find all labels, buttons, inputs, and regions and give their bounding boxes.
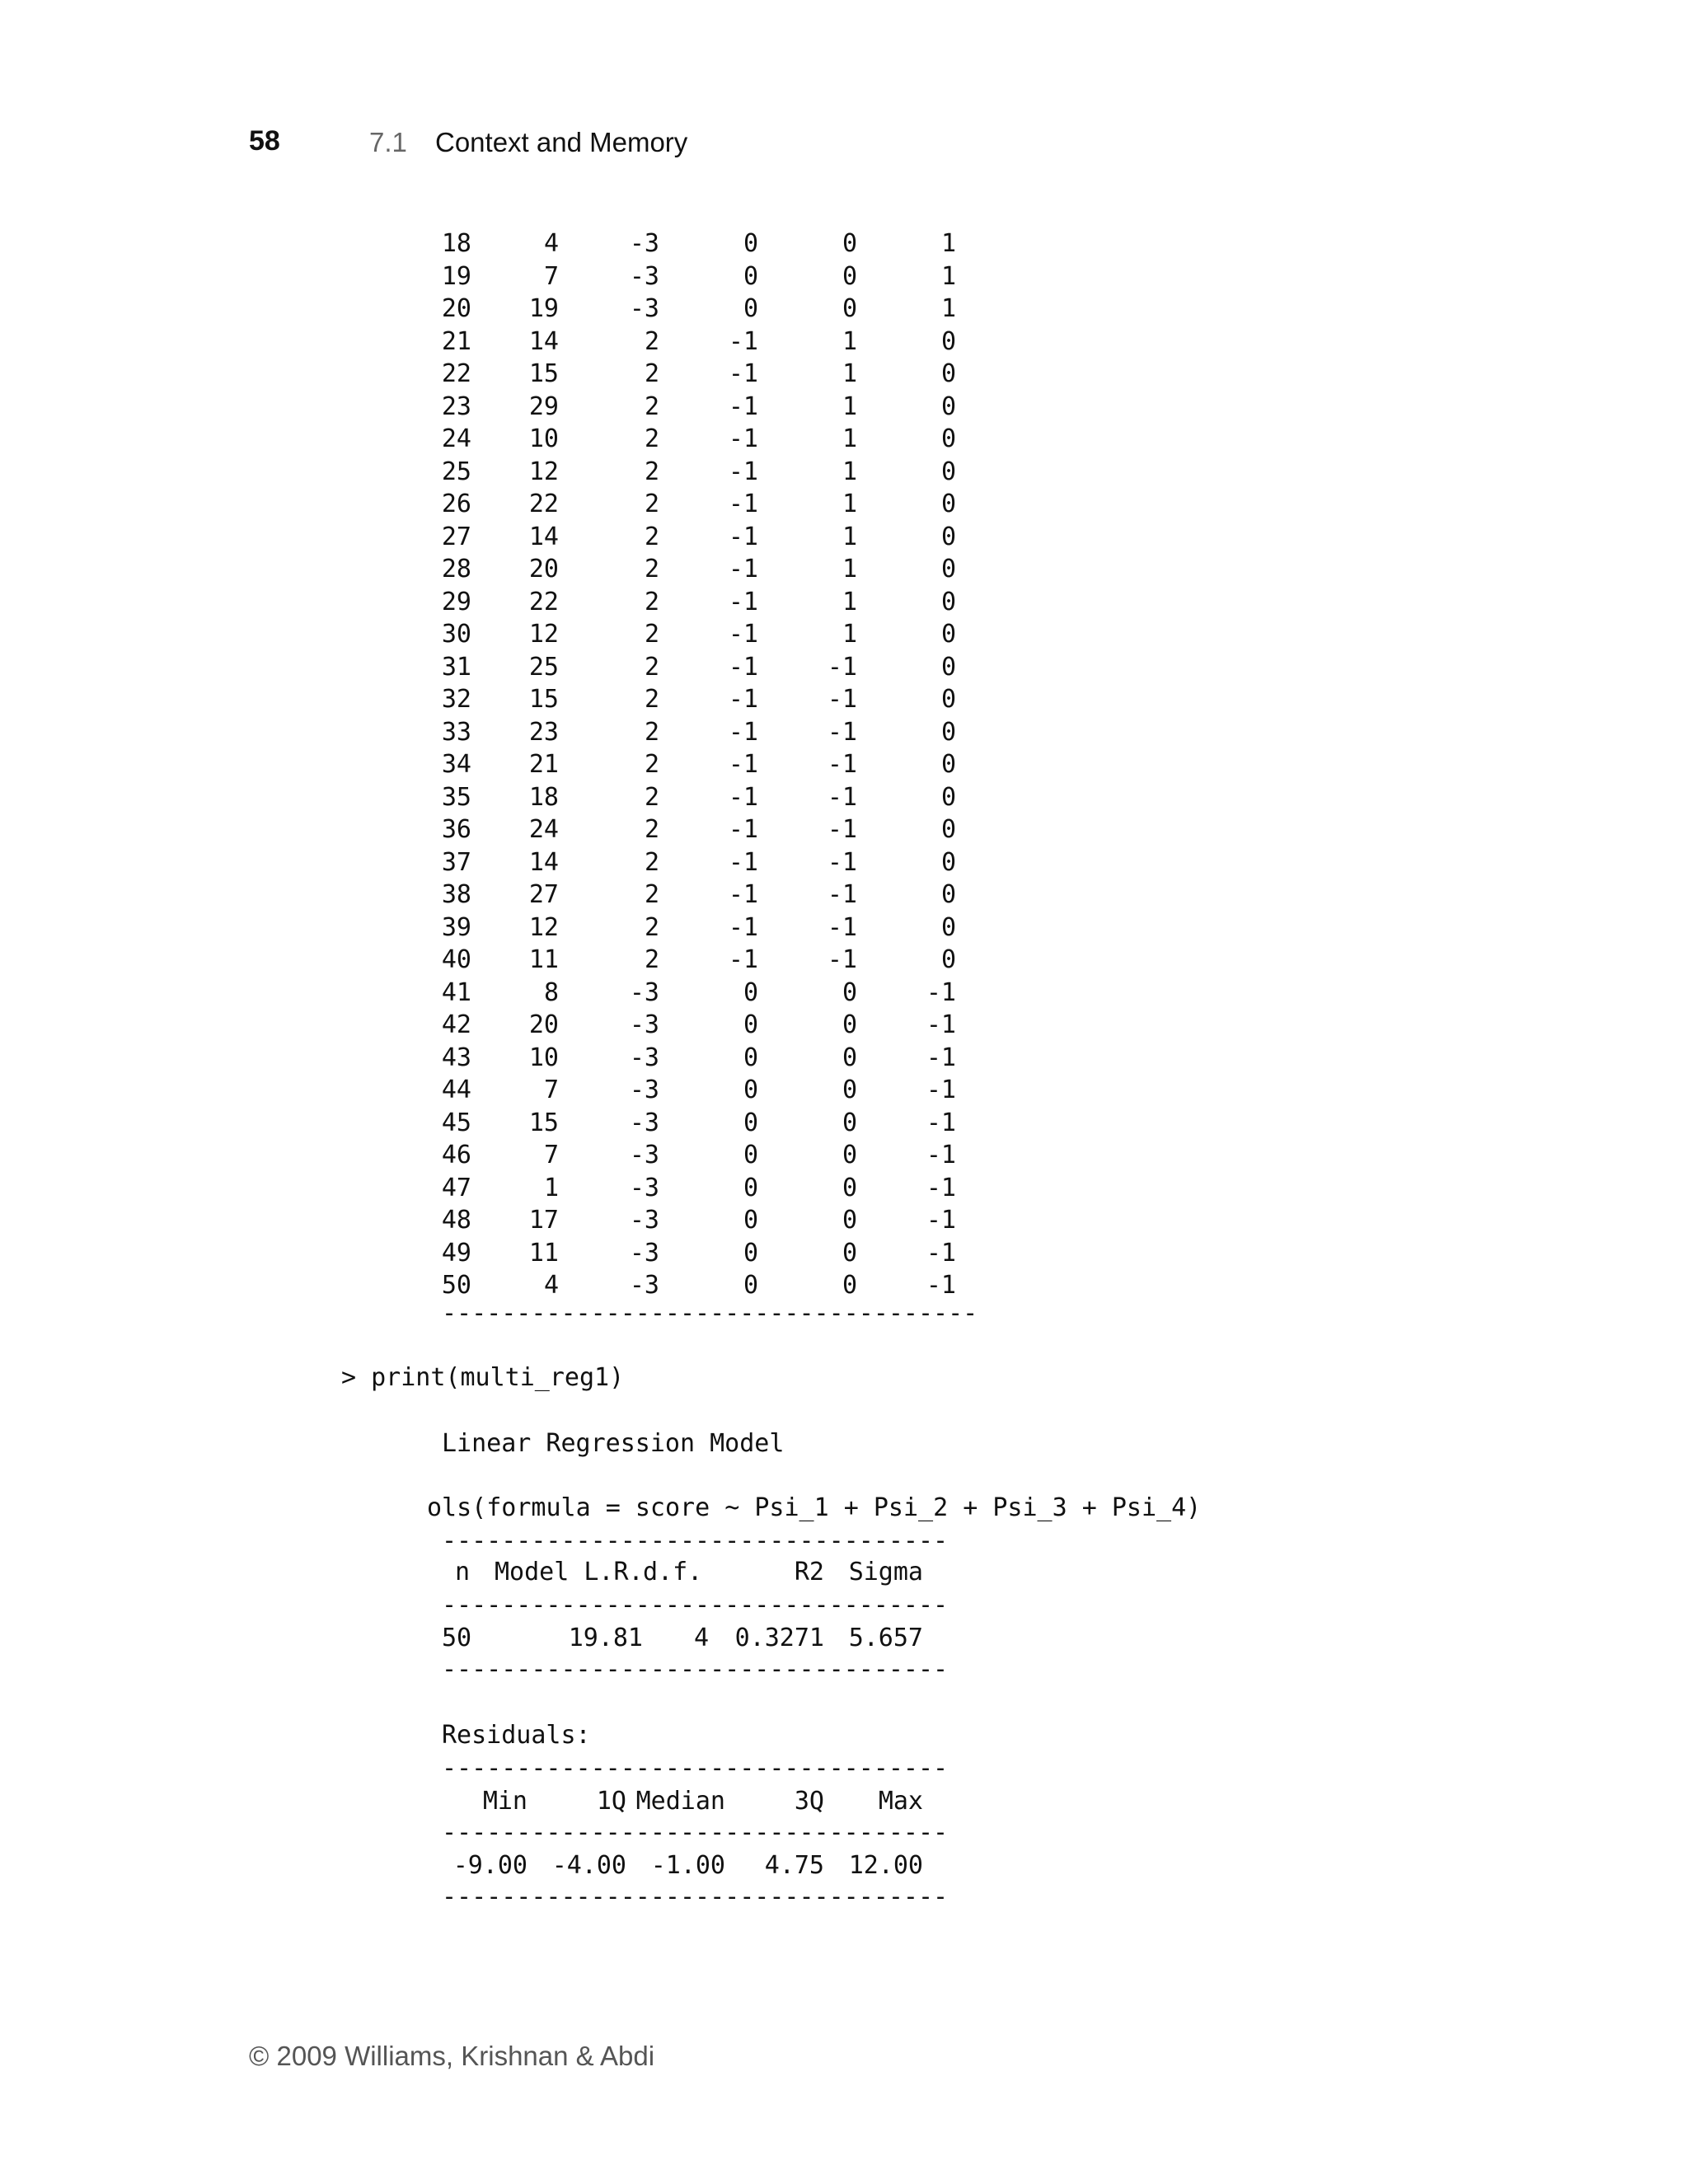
table-cell: 2 (644, 620, 659, 649)
table-cell: -3 (629, 1108, 659, 1137)
table-cell: 20 (441, 294, 471, 323)
table-cell: 0 (842, 261, 857, 291)
table-cell: 34 (441, 750, 471, 779)
stats-header-r2: R2 (794, 1558, 824, 1586)
stats-value-sigma: 5.657 (848, 1624, 923, 1652)
residuals-label: Residuals: (442, 1721, 591, 1750)
table-cell: 0 (940, 652, 956, 682)
stats-value-n: 50 (442, 1624, 472, 1652)
table-cell: 24 (441, 424, 471, 453)
table-cell: -1 (926, 1141, 956, 1169)
residuals-value-median: -1.00 (650, 1851, 725, 1880)
table-cell: 2 (644, 880, 659, 909)
r-command: > print(multi_reg1) (341, 1363, 625, 1392)
table-cell: 22 (441, 359, 471, 388)
section-number: 7.1 (369, 127, 407, 157)
table-cell: -1 (926, 1010, 956, 1039)
table-cell: 11 (528, 945, 559, 974)
table-cell: 45 (441, 1108, 471, 1137)
table-cell: -1 (728, 750, 758, 779)
table-cell: 0 (940, 424, 956, 453)
table-cell: 12 (528, 620, 559, 649)
table-cell: 27 (441, 522, 471, 551)
table-cell: 1 (842, 326, 857, 356)
table-cell: 35 (441, 782, 471, 812)
table-cell: 2 (644, 815, 659, 844)
table-cell: 4 (543, 1271, 559, 1300)
table-cell: 0 (940, 555, 956, 583)
table-cell: -3 (629, 1010, 659, 1039)
table-cell: 0 (743, 1076, 758, 1104)
table-cell: 32 (441, 685, 471, 714)
table-cell: 42 (441, 1010, 471, 1039)
table-cell: 0 (743, 1238, 758, 1268)
table-cell: 0 (842, 1108, 857, 1137)
table-cell: 0 (940, 945, 956, 974)
table-cell: -1 (827, 815, 857, 844)
table-cell: 10 (528, 1043, 559, 1072)
table-cell: 20 (528, 555, 559, 583)
table-cell: -1 (827, 945, 857, 974)
table-cell: 38 (441, 880, 471, 909)
copyright-footer (249, 2041, 654, 2072)
table-cell: 17 (528, 1206, 559, 1235)
table-cell: 2 (644, 490, 659, 518)
table-cell: -1 (827, 717, 857, 747)
table-cell: 25 (528, 652, 559, 682)
table-cell: -3 (629, 1076, 659, 1104)
table-cell: 1 (842, 424, 857, 453)
table-cell: 2 (644, 424, 659, 453)
table-cell: -1 (728, 912, 758, 942)
table-cell: -1 (827, 880, 857, 909)
residuals-header-1q: 1Q (596, 1787, 626, 1816)
table-cell: -1 (728, 782, 758, 812)
table-cell: 2 (644, 782, 659, 812)
table-cell: 50 (441, 1271, 471, 1300)
table-cell: -3 (629, 1141, 659, 1169)
table-cell: 0 (743, 1271, 758, 1300)
table-cell: 1 (842, 457, 857, 486)
table-cell: 0 (940, 685, 956, 714)
table-cell: 1 (842, 391, 857, 421)
table-cell: -1 (728, 847, 758, 877)
table-cell: 2 (644, 359, 659, 388)
table-cell: 29 (441, 587, 471, 616)
table-cell: 48 (441, 1206, 471, 1235)
table-cell: -1 (827, 912, 857, 942)
residuals-rule-top: ---------------------------------- (442, 1754, 949, 1783)
table-bottom-rule: ------------------------------------ (442, 1299, 978, 1328)
table-cell: 0 (940, 717, 956, 747)
table-cell: -1 (728, 620, 758, 649)
table-cell: 2 (644, 750, 659, 779)
table-cell: 0 (940, 620, 956, 649)
table-cell: 14 (528, 326, 559, 356)
residuals-value-3q: 4.75 (764, 1851, 824, 1880)
table-cell: -1 (827, 685, 857, 714)
table-cell: 8 (543, 977, 559, 1007)
table-cell: -1 (728, 424, 758, 453)
residuals-header-3q: 3Q (794, 1787, 824, 1816)
table-cell: 0 (940, 326, 956, 356)
table-cell: 46 (441, 1141, 471, 1169)
table-cell: -1 (827, 750, 857, 779)
table-cell: 1 (842, 522, 857, 551)
table-cell: 7 (543, 261, 559, 291)
table-cell: -3 (629, 294, 659, 323)
table-cell: -1 (926, 1238, 956, 1268)
table-cell: 0 (940, 847, 956, 877)
table-cell: 1 (842, 555, 857, 583)
table-cell: -1 (926, 977, 956, 1007)
table-cell: 0 (940, 522, 956, 551)
table-cell: 11 (528, 1238, 559, 1268)
table-cell: 1 (940, 261, 956, 291)
residuals-value-max: 12.00 (848, 1851, 923, 1880)
table-cell: -1 (827, 847, 857, 877)
stats-header-df: d.f. (643, 1558, 703, 1586)
table-cell: 49 (441, 1238, 471, 1268)
stats-rule-top: ---------------------------------- (442, 1526, 949, 1555)
table-cell: 28 (441, 555, 471, 583)
table-cell: 19 (441, 261, 471, 291)
stats-value-model-lr: 19.81 (568, 1624, 643, 1652)
residuals-rule-middle: ---------------------------------- (442, 1818, 949, 1847)
table-cell: 1 (842, 587, 857, 616)
table-cell: 1 (842, 359, 857, 388)
copyright-text: 2009 Williams, Krishnan & Abdi (276, 2041, 655, 2071)
table-cell: 15 (528, 359, 559, 388)
table-cell: 44 (441, 1076, 471, 1104)
residuals-rule-bottom: ---------------------------------- (442, 1882, 949, 1911)
residuals-value-1q: -4.00 (551, 1851, 626, 1880)
table-cell: 30 (441, 620, 471, 649)
table-cell: 0 (842, 1173, 857, 1202)
table-cell: 0 (940, 587, 956, 616)
stats-header-sigma: Sigma (848, 1558, 923, 1586)
table-cell: 2 (644, 912, 659, 942)
table-cell: 0 (940, 912, 956, 942)
table-cell: -3 (629, 1173, 659, 1202)
table-cell: 7 (543, 1076, 559, 1104)
table-cell: 10 (528, 424, 559, 453)
table-cell: 26 (441, 490, 471, 518)
stats-rule-bottom: ---------------------------------- (442, 1655, 949, 1684)
table-cell: 0 (743, 229, 758, 258)
table-cell: 18 (441, 229, 471, 258)
table-cell: 2 (644, 522, 659, 551)
section-title: Context and Memory (435, 127, 688, 157)
table-cell: 22 (528, 490, 559, 518)
table-cell: 2 (644, 847, 659, 877)
table-cell: 15 (528, 1108, 559, 1137)
table-cell: -1 (827, 782, 857, 812)
table-cell: 2 (644, 717, 659, 747)
table-cell: 0 (743, 1108, 758, 1137)
table-cell: -1 (728, 945, 758, 974)
table-cell: -1 (728, 587, 758, 616)
table-cell: 0 (940, 750, 956, 779)
table-cell: -1 (728, 490, 758, 518)
table-cell: -3 (629, 261, 659, 291)
table-cell: -1 (728, 391, 758, 421)
table-cell: -1 (728, 815, 758, 844)
table-cell: -1 (728, 717, 758, 747)
table-cell: 2 (644, 945, 659, 974)
table-cell: 23 (528, 717, 559, 747)
table-cell: 0 (940, 490, 956, 518)
table-cell: 24 (528, 815, 559, 844)
table-cell: 2 (644, 326, 659, 356)
table-cell: 12 (528, 912, 559, 942)
table-cell: 0 (842, 229, 857, 258)
table-cell: -1 (926, 1108, 956, 1137)
table-cell: -1 (827, 652, 857, 682)
table-cell: 0 (940, 815, 956, 844)
table-cell: 1 (940, 229, 956, 258)
table-cell: 12 (528, 457, 559, 486)
table-cell: -1 (728, 457, 758, 486)
table-cell: 0 (940, 359, 956, 388)
table-cell: -3 (629, 977, 659, 1007)
table-cell: 21 (441, 326, 471, 356)
table-cell: -1 (728, 880, 758, 909)
table-cell: 29 (528, 391, 559, 421)
table-cell: -1 (728, 685, 758, 714)
table-cell: 1 (842, 490, 857, 518)
table-cell: 18 (528, 782, 559, 812)
table-cell: 0 (940, 391, 956, 421)
table-cell: 4 (543, 229, 559, 258)
table-cell: -1 (728, 522, 758, 551)
table-cell: 0 (842, 1141, 857, 1169)
table-cell: 47 (441, 1173, 471, 1202)
table-cell: 2 (644, 391, 659, 421)
table-cell: 1 (940, 294, 956, 323)
table-cell: 0 (940, 880, 956, 909)
table-cell: 0 (842, 1238, 857, 1268)
stats-rule-middle: ---------------------------------- (442, 1591, 949, 1619)
residuals-header-median: Median (635, 1787, 725, 1816)
table-cell: 0 (743, 1206, 758, 1235)
table-cell: 2 (644, 652, 659, 682)
table-cell: -1 (728, 359, 758, 388)
table-cell: 1 (543, 1173, 559, 1202)
stats-value-r2: 0.3271 (734, 1624, 824, 1652)
table-cell: 41 (441, 977, 471, 1007)
model-title: Linear Regression Model (442, 1429, 785, 1458)
table-cell: -1 (926, 1173, 956, 1202)
copyright-symbol: © (249, 2041, 270, 2071)
table-cell: 15 (528, 685, 559, 714)
table-cell: -1 (926, 1076, 956, 1104)
table-cell: 33 (441, 717, 471, 747)
table-cell: -3 (629, 1043, 659, 1072)
table-cell: 22 (528, 587, 559, 616)
table-cell: 2 (644, 685, 659, 714)
table-cell: -1 (728, 326, 758, 356)
table-cell: -3 (629, 1206, 659, 1235)
table-cell: 1 (842, 620, 857, 649)
table-cell: 31 (441, 652, 471, 682)
table-cell: 21 (528, 750, 559, 779)
residuals-header-min: Min (482, 1787, 528, 1816)
table-cell: 0 (842, 977, 857, 1007)
table-cell: 0 (940, 457, 956, 486)
stats-header-n: n (454, 1558, 470, 1586)
table-cell: 0 (743, 294, 758, 323)
table-cell: 2 (644, 587, 659, 616)
table-cell: 0 (743, 1141, 758, 1169)
page-number: 58 (249, 125, 280, 157)
table-cell: 0 (743, 261, 758, 291)
table-cell: 0 (842, 1043, 857, 1072)
table-cell: -1 (926, 1043, 956, 1072)
table-cell: 0 (743, 977, 758, 1007)
residuals-header-max: Max (878, 1787, 923, 1816)
table-cell: 37 (441, 847, 471, 877)
stats-header-model-lr: Model L.R. (495, 1558, 644, 1586)
stats-value-df: 4 (693, 1624, 709, 1652)
table-cell: 0 (743, 1173, 758, 1202)
table-cell: 0 (940, 782, 956, 812)
table-cell: 0 (842, 294, 857, 323)
table-cell: -1 (926, 1271, 956, 1300)
table-cell: 36 (441, 815, 471, 844)
table-cell: 14 (528, 847, 559, 877)
table-cell: -1 (926, 1206, 956, 1235)
table-cell: 0 (743, 1010, 758, 1039)
table-cell: 0 (743, 1043, 758, 1072)
table-cell: 39 (441, 912, 471, 942)
table-cell: 2 (644, 457, 659, 486)
table-cell: 14 (528, 522, 559, 551)
table-cell: -3 (629, 229, 659, 258)
table-cell: 40 (441, 945, 471, 974)
table-cell: 20 (528, 1010, 559, 1039)
table-cell: 2 (644, 555, 659, 583)
table-cell: 27 (528, 880, 559, 909)
table-cell: -1 (728, 652, 758, 682)
residuals-value-min: -9.00 (452, 1851, 528, 1880)
table-cell: 23 (441, 391, 471, 421)
table-cell: -3 (629, 1238, 659, 1268)
model-formula: ols(formula = score ~ Psi_1 + Psi_2 + Psi_3 + Psi_4) (427, 1493, 1202, 1522)
table-cell: 19 (528, 294, 559, 323)
table-cell: 25 (441, 457, 471, 486)
table-cell: -3 (629, 1271, 659, 1300)
table-cell: 0 (842, 1076, 857, 1104)
table-cell: 0 (842, 1010, 857, 1039)
table-cell: -1 (728, 555, 758, 583)
table-cell: 0 (842, 1271, 857, 1300)
table-cell: 0 (842, 1206, 857, 1235)
table-cell: 43 (441, 1043, 471, 1072)
table-cell: 7 (543, 1141, 559, 1169)
